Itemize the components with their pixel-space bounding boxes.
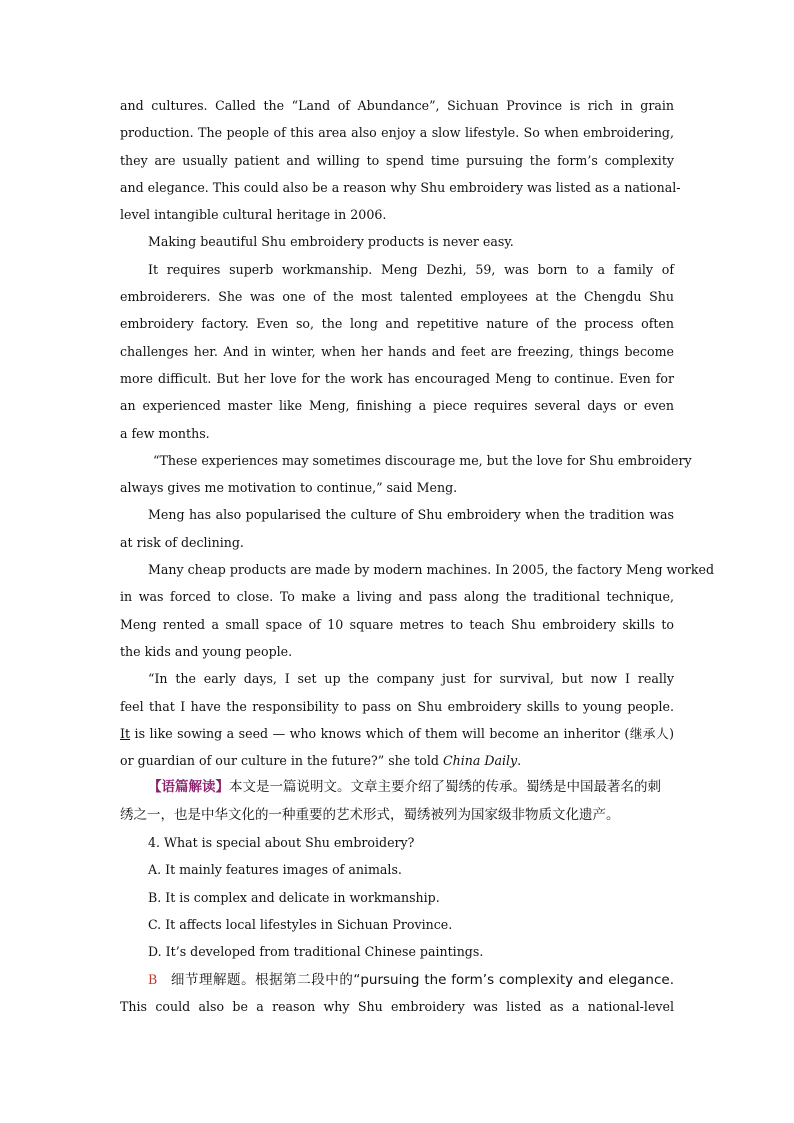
- option-c: C. It affects local lifestyles in Sichuan Province.: [148, 916, 453, 932]
- text-line: This could also be a reason why Shu embroidery was listed as a national-level: [120, 998, 674, 1014]
- analysis-text: 本文是一篇说明文。文章主要介绍了蜀绣的传承。蜀绣是中国最著名的刺: [229, 779, 661, 796]
- option-a: A. It mainly features images of animals.: [148, 862, 402, 878]
- text-line: Meng has also popularised the culture of Shu embroidery when the tradition was: [148, 507, 674, 523]
- text-line: the kids and young people.: [120, 643, 293, 659]
- newspaper-title: China Daily: [442, 753, 518, 769]
- paragraph-4: [120, 447, 692, 502]
- text-line: feel that I have the responsibility to pass on Shu embroidery skills to young people.: [120, 698, 674, 714]
- text-line: embroiderers. She was one of the most talented employees at the Chengdu Shu: [120, 289, 674, 305]
- underlined-word: It: [120, 725, 131, 741]
- option-b: B. It is complex and delicate in workmanship.: [148, 889, 440, 905]
- text-line: 绣之一，也是中华文化的一种重要的艺术形式，蜀绣被列为国家级非物质文化遗产。: [120, 806, 620, 823]
- document-page: [120, 92, 715, 1020]
- text-line: challenges her. And in winter, when her hands and feet are freezing, things become: [120, 343, 674, 359]
- paragraph-5: [120, 501, 674, 556]
- text-line: embroidery factory. Even so, the long and repetitive nature of the process often: [120, 316, 674, 332]
- text-line: and elegance. This could also be a reason why Shu embroidery was listed as a national-: [120, 179, 681, 195]
- text-line: in was forced to close. To make a living and pass along the traditional technique,: [120, 589, 674, 605]
- text-span: .: [517, 753, 522, 769]
- text-line: Meng rented a small space of 10 square metres to teach Shu embroidery skills to: [120, 616, 674, 632]
- explanation-text: 细节理解题。根据第二段中的“pursuing the form’s complexity and elegance.: [170, 971, 675, 988]
- text-line: “These experiences may sometimes discourage me, but the love for Shu embroidery: [153, 452, 692, 468]
- text-line: more difficult. But her love for the work has encouraged Meng to continue. Even for: [120, 370, 674, 386]
- text-line: production. The people of this area also enjoy a slow lifestyle. So when embroidering,: [120, 125, 674, 141]
- text-line: [120, 774, 674, 801]
- text-line: [120, 747, 674, 774]
- text-line: [120, 966, 674, 993]
- paragraph-7: [120, 665, 674, 774]
- text-line: an experienced master like Meng, finishing a piece requires several days or even: [120, 398, 674, 414]
- text-line: they are usually patient and willing to spend time pursuing the form’s complexity: [120, 152, 674, 168]
- question-4: [120, 829, 674, 1020]
- paragraph-6: [120, 556, 715, 665]
- text-line: level intangible cultural heritage in 2006.: [120, 207, 387, 223]
- analysis-tag: 【语篇解读】: [148, 779, 229, 796]
- text-span: is like sowing a seed — who knows which of them will become an inheritor (继承人): [130, 725, 674, 741]
- text-span: or guardian of our culture in the future?” she told: [120, 753, 443, 769]
- text-line: It requires superb workmanship. Meng Dezhi, 59, was born to a family of: [148, 261, 674, 277]
- text-line: at risk of declining.: [120, 534, 244, 550]
- passage-analysis: [120, 774, 674, 829]
- text-line: and cultures. Called the “Land of Abundance”, Sichuan Province is rich in grain: [120, 98, 674, 113]
- question-stem: 4. What is special about Shu embroidery?: [148, 835, 415, 851]
- text-line: “In the early days, I set up the company just for survival, but now I really: [148, 671, 674, 687]
- text-line: a few months.: [120, 425, 210, 441]
- text-line: [120, 720, 674, 747]
- answer-letter: B: [148, 971, 158, 987]
- paragraph-1: [120, 92, 681, 228]
- text-line: always gives me motivation to continue,” said Meng.: [120, 480, 458, 496]
- option-d: D. It’s developed from traditional Chinese paintings.: [148, 944, 484, 960]
- paragraph-3: [120, 256, 674, 447]
- paragraph-2: Making beautiful Shu embroidery products is never easy.: [148, 234, 514, 250]
- text-line: Many cheap products are made by modern machines. In 2005, the factory Meng worked: [148, 562, 715, 578]
